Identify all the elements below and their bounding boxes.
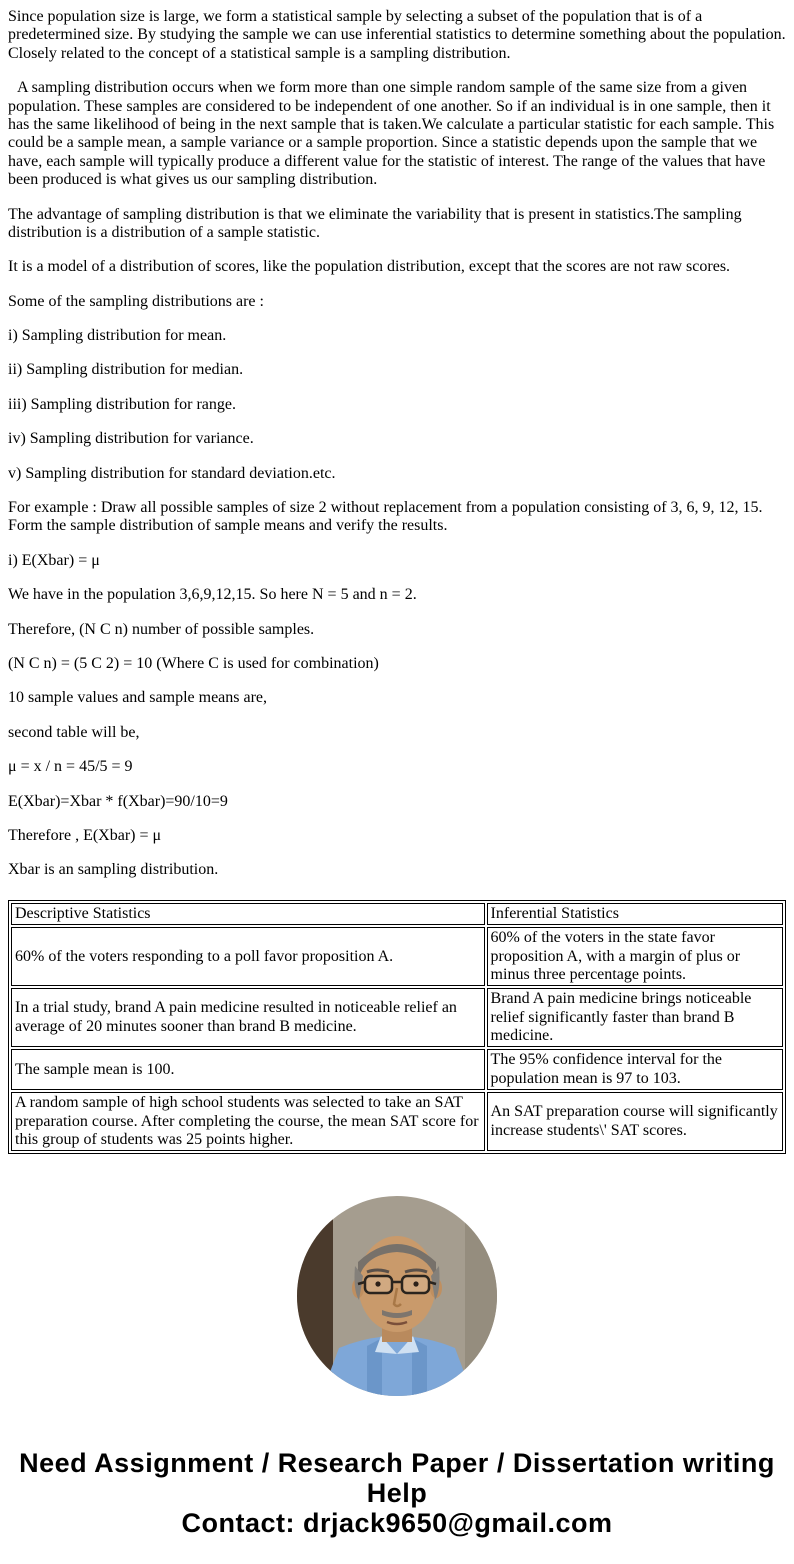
- table-cell: A random sample of high school students was selected to take an SAT preparation course. After completing the course, the mean SAT score for this group of students was 25 points higher.: [11, 1092, 485, 1151]
- paragraph-conclusion: Xbar is an sampling distribution.: [8, 861, 219, 879]
- paragraph-mu-formula: μ = x / n = 45/5 = 9: [8, 758, 133, 776]
- table-cell: The 95% confidence interval for the population mean is 97 to 103.: [487, 1049, 783, 1090]
- table-header-descriptive: Descriptive Statistics: [11, 903, 485, 925]
- paragraph-possible-samples: Therefore, (N C n) number of possible samples.: [8, 620, 315, 638]
- footer-contact-email: Contact: drjack9650@gmail.com: [181, 1508, 613, 1539]
- footer: [17, 1448, 777, 1538]
- footer-heading: Need Assignment / Research Paper / Dissertation writing Help: [19, 1448, 775, 1509]
- list-item-median: ii) Sampling distribution for median.: [8, 361, 244, 379]
- paragraph-intro: Since population size is large, we form a statistical sample by selecting a subset of the population that is of a predetermined size. By studying the sample we can use inferential statistics to determine something about the population. Closely related to the concept of a statistical sample is a sampling distribution.: [8, 8, 786, 62]
- paragraph-sample-values: 10 sample values and sample means are,: [8, 689, 268, 707]
- paragraph-list-intro: Some of the sampling distributions are :: [8, 292, 264, 310]
- paragraph-second-table: second table will be,: [8, 723, 140, 741]
- table-row: [11, 1049, 783, 1090]
- list-item-mean: i) Sampling distribution for mean.: [8, 327, 227, 345]
- paragraph-expectation: i) E(Xbar) = μ: [8, 551, 100, 569]
- table-cell: 60% of the voters responding to a poll favor proposition A.: [11, 927, 485, 986]
- paragraph-advantage: The advantage of sampling distribution is that we eliminate the variability that is present in statistics.The sampling distribution is a distribution of a sample statistic.: [8, 205, 742, 241]
- table-cell: In a trial study, brand A pain medicine resulted in noticeable relief an average of 20 minutes sooner than brand B medicine.: [11, 988, 485, 1047]
- article-text: [8, 8, 786, 880]
- table-cell: An SAT preparation course will significantly increase students\' SAT scores.: [487, 1092, 783, 1151]
- table-row: [11, 988, 783, 1047]
- table-cell: 60% of the voters in the state favor proposition A, with a margin of plus or minus three percentage points.: [487, 927, 783, 986]
- table-header-inferential: Inferential Statistics: [487, 903, 783, 925]
- table-cell: Brand A pain medicine brings noticeable relief significantly faster than brand B medicine.: [487, 988, 783, 1047]
- list-item-standard-deviation: v) Sampling distribution for standard deviation.etc.: [8, 464, 336, 482]
- statistics-comparison-table: [8, 900, 786, 1155]
- paragraph-model: It is a model of a distribution of scores, like the population distribution, except that the scores are not raw scores.: [8, 258, 731, 276]
- paragraph-therefore: Therefore , E(Xbar) = μ: [8, 826, 162, 844]
- table-header-row: [11, 903, 783, 925]
- list-item-range: iii) Sampling distribution for range.: [8, 395, 236, 413]
- table-row: [11, 1092, 783, 1151]
- paragraph-example: For example : Draw all possible samples of size 2 without replacement from a population consisting of 3, 6, 9, 12, 15. Form the sample distribution of sample means and verify the results.: [8, 499, 763, 535]
- document-page: [8, 8, 786, 1538]
- list-item-variance: iv) Sampling distribution for variance.: [8, 430, 254, 448]
- avatar-photo-illustration: [297, 1196, 497, 1396]
- paragraph-sampling-distribution: A sampling distribution occurs when we form more than one simple random sample of the same size from a given population. These samples are considered to be independent of one another. So if an individual is in one sample, then it has the same likelihood of being in the next sample that is taken.We calculate a particular statistic for each sample. This could be a sample mean, a sample variance or a sample proportion. Since a statistic depends upon the sample that we have, each sample will typically produce a different value for the statistic of interest. The range of the values that have been produced is what gives us our sampling distribution.: [8, 79, 775, 189]
- avatar: [297, 1196, 497, 1396]
- table-cell: The sample mean is 100.: [11, 1049, 485, 1090]
- table-row: [11, 927, 783, 986]
- paragraph-exbar-formula: E(Xbar)=Xbar * f(Xbar)=90/10=9: [8, 792, 228, 810]
- paragraph-population: We have in the population 3,6,9,12,15. So here N = 5 and n = 2.: [8, 586, 417, 604]
- paragraph-combination: (N C n) = (5 C 2) = 10 (Where C is used for combination): [8, 654, 379, 672]
